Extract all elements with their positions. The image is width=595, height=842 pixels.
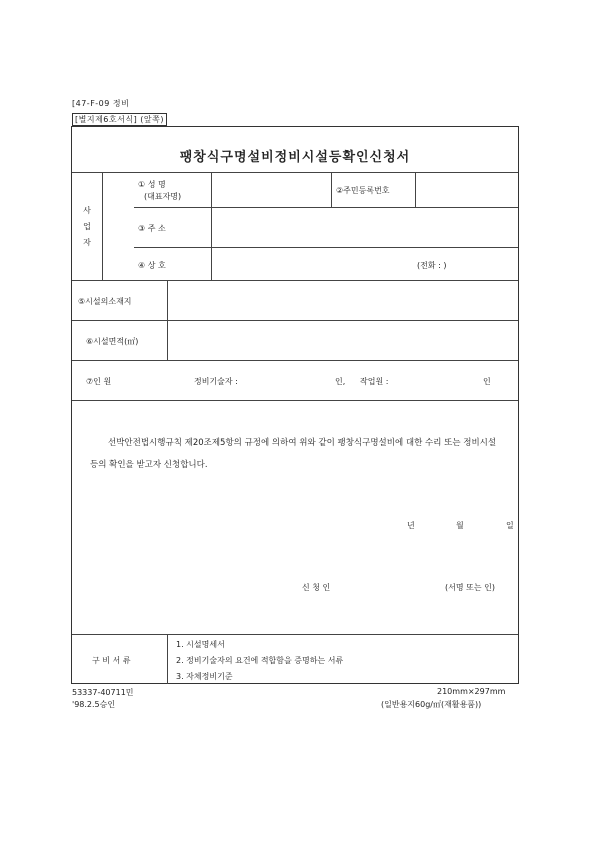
divider — [134, 207, 518, 208]
date-month: 월 — [456, 521, 464, 530]
divider — [72, 172, 518, 173]
attachment-item: 3. 자체정비기준 — [176, 672, 233, 681]
divider — [72, 280, 518, 281]
divider — [134, 247, 518, 248]
footer-paper-spec: (일반용지60g/㎡(재활용품)) — [381, 700, 482, 709]
facility-location-label: ⑤시설의소재지 — [78, 297, 132, 306]
divider — [211, 172, 212, 280]
application-statement: 선박안전법시행규칙 제20조제5항의 규정에 의하여 위와 같이 팽창식구명설비에 대한 수리 또는 정비시설등의 확인을 받고자 신청합니다. — [90, 438, 497, 470]
attachment-item: 1. 시설명세서 — [176, 640, 225, 649]
form-code: [47-F-09 정비 — [72, 99, 130, 108]
divider — [331, 172, 332, 207]
divider — [167, 280, 168, 360]
footer-paper-size: 210mm×297mm — [437, 687, 506, 696]
technician-unit: 인, — [335, 377, 346, 386]
address-label: ③ 주 소 — [138, 224, 166, 233]
divider — [72, 634, 518, 635]
trade-label: ④ 상 호 — [138, 261, 166, 270]
divider — [72, 360, 518, 361]
attachments-label: 구 비 서 류 — [92, 656, 131, 665]
footer-approval: '98.2.5승인 — [72, 700, 116, 709]
signature-note: (서명 또는 인) — [445, 583, 495, 592]
worker-unit: 인 — [483, 377, 491, 386]
footer-form-code: 53337-40711민 — [72, 688, 134, 697]
applicant-group-label: 사 업 자 — [83, 206, 91, 247]
worker-label: 작업원 : — [360, 377, 389, 386]
date-day: 일 — [506, 521, 514, 530]
divider — [72, 320, 518, 321]
staff-label: ⑦인 원 — [86, 377, 112, 386]
rrn-label: ②주민등록번호 — [336, 186, 390, 195]
facility-area-label: ⑥시설면적(㎡) — [86, 337, 139, 346]
name-label: ① 성 명 — [138, 180, 166, 189]
date-year: 년 — [407, 521, 415, 530]
application-form — [71, 126, 519, 684]
applicant-sign-label: 신 청 인 — [302, 583, 331, 592]
divider — [72, 400, 518, 401]
divider — [167, 634, 168, 684]
form-title: 팽창식구명설비정비시설등확인신청서 — [179, 150, 411, 165]
attachment-item: 2. 정비기술자의 요건에 적합함을 증명하는 서류 — [176, 656, 344, 665]
technician-label: 정비기술자 : — [194, 377, 238, 386]
divider — [102, 172, 103, 280]
name-sub-label: (대표자명) — [144, 192, 182, 201]
form-number: [별지제6호서식] (앞쪽) — [72, 113, 167, 126]
phone-label: (전화 : ) — [417, 261, 447, 270]
divider — [415, 172, 416, 207]
